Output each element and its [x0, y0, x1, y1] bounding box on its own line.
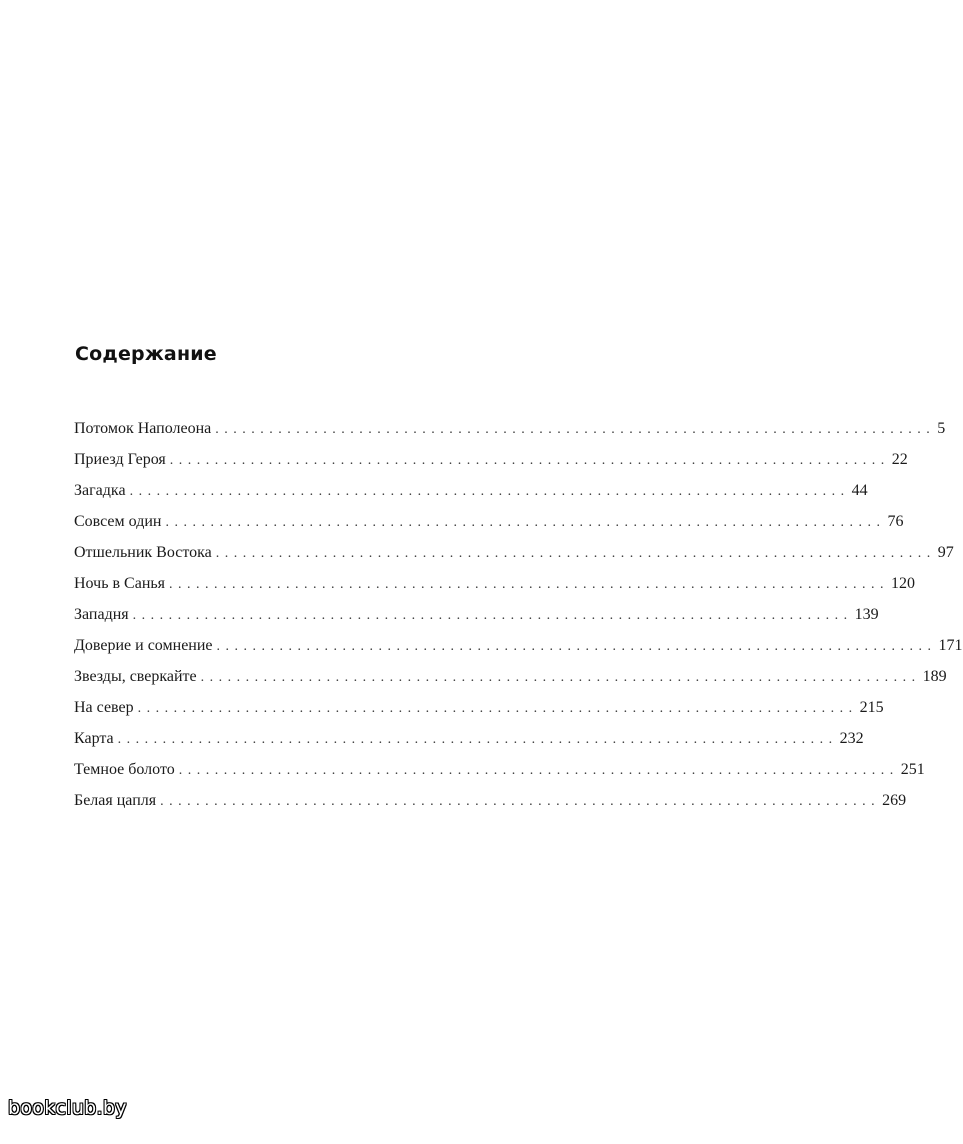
toc-entry-title: Темное болото	[74, 761, 175, 778]
toc-dot-leader: ................................................................................	[215, 546, 936, 561]
toc-entry-title: Приезд Героя	[74, 451, 166, 468]
toc-entry	[74, 637, 963, 668]
toc-entry	[74, 575, 916, 606]
toc-dot-leader: ................................................................................	[169, 577, 890, 592]
toc-entry-title: Звезды, сверкайте	[74, 668, 197, 685]
toc-entry-page: 171	[938, 637, 963, 654]
toc-entry-title: На север	[74, 699, 134, 716]
toc-entry-title: Белая цапля	[74, 792, 157, 809]
toc-entry-title: Карта	[74, 730, 114, 747]
toc-entry	[74, 482, 868, 513]
toc-entry-page: 5	[937, 420, 946, 437]
toc-dot-leader: ................................................................................	[215, 422, 936, 437]
toc-dot-leader: ................................................................................	[200, 670, 921, 685]
toc-entry-title: Западня	[74, 606, 129, 623]
toc-dot-leader: ................................................................................	[132, 608, 853, 623]
toc-entry-page: 269	[882, 792, 907, 809]
toc-heading: Содержание	[75, 343, 217, 365]
toc-entry	[74, 451, 908, 482]
toc-entry-title: Ночь в Санья	[74, 575, 166, 592]
toc-dot-leader: ................................................................................	[129, 484, 850, 499]
toc-entry-page: 251	[900, 761, 925, 778]
toc-entry-page: 139	[854, 606, 879, 623]
toc-list	[74, 420, 963, 823]
toc-entry-page: 22	[891, 451, 908, 468]
toc-entry-title: Отшельник Востока	[74, 544, 212, 561]
toc-entry-page: 44	[851, 482, 868, 499]
toc-entry	[74, 513, 904, 544]
toc-entry-page: 215	[859, 699, 884, 716]
toc-entry-page: 232	[839, 730, 864, 747]
toc-dot-leader: ................................................................................	[160, 794, 881, 809]
toc-entry-title: Потомок Наполеона	[74, 420, 212, 437]
toc-entry	[74, 668, 947, 699]
toc-entry-page: 120	[891, 575, 916, 592]
toc-entry	[74, 761, 925, 792]
toc-entry	[74, 699, 884, 730]
toc-entry-title: Доверие и сомнение	[74, 637, 213, 654]
watermark-text: bookclub.by	[8, 1097, 127, 1119]
toc-entry-page: 97	[937, 544, 954, 561]
toc-entry	[74, 606, 879, 637]
toc-entry-title: Совсем один	[74, 513, 162, 530]
toc-entry	[74, 792, 907, 823]
toc-entry-page: 189	[922, 668, 947, 685]
toc-entry	[74, 730, 864, 761]
toc-dot-leader: ................................................................................	[117, 732, 838, 747]
toc-dot-leader: ................................................................................	[178, 763, 899, 778]
toc-entry	[74, 420, 946, 451]
toc-dot-leader: ................................................................................	[169, 453, 890, 468]
toc-entry-page: 76	[887, 513, 904, 530]
toc-dot-leader: ................................................................................	[216, 639, 937, 654]
toc-dot-leader: ................................................................................	[137, 701, 858, 716]
toc-entry-title: Загадка	[74, 482, 126, 499]
toc-dot-leader: ................................................................................	[165, 515, 886, 530]
toc-entry	[74, 544, 954, 575]
